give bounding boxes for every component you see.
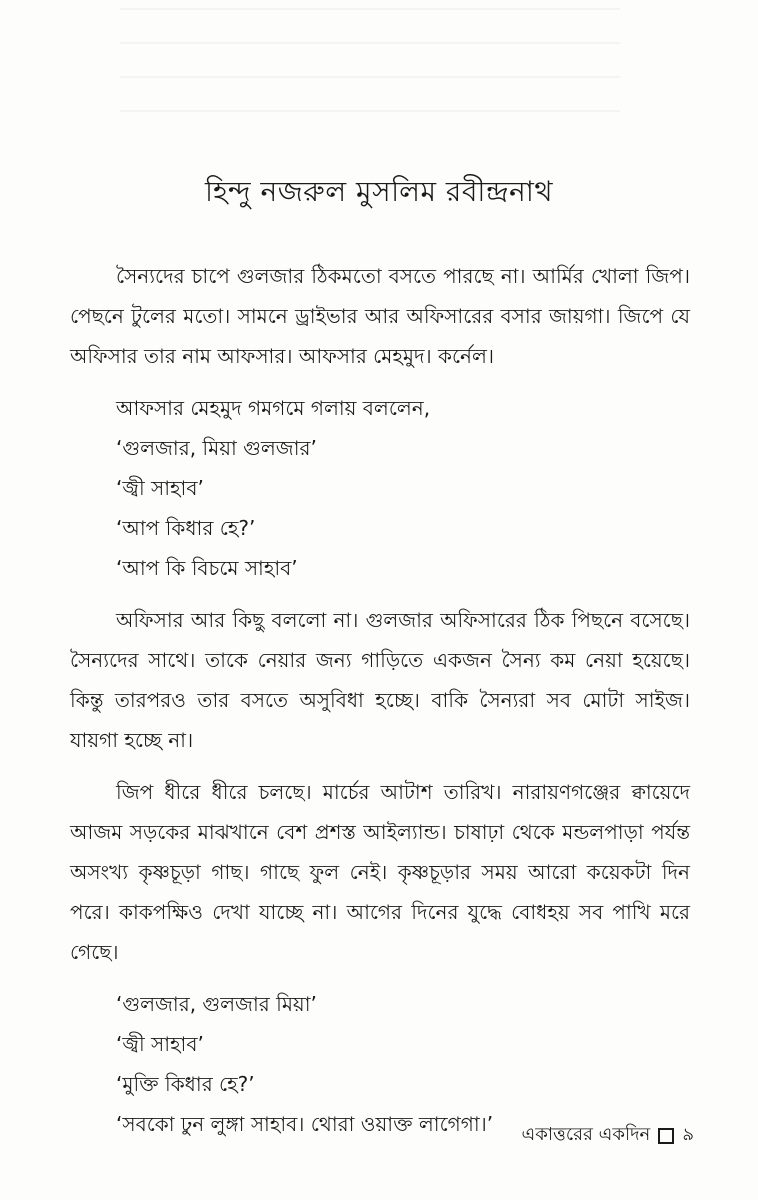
footer-book-title: একাত্তরের একদিন	[521, 1124, 651, 1145]
chapter-body	[70, 256, 690, 1144]
bleed-through-shadow	[120, 8, 620, 128]
dialogue-line-8: ‘মুক্তি কিধার হে?’	[116, 1072, 255, 1096]
page-footer	[522, 1120, 694, 1151]
dialogue-line-9: ‘সবকো ঢুন লুঙ্গা সাহাব। থোরা ওয়াক্ত লাগেগা।’	[116, 1112, 494, 1136]
dialogue-line-1: আফসার মেহমুদ গমগমে গলায় বললেন,	[116, 396, 431, 420]
paragraph-2: অফিসার আর কিছু বললো না। গুলজার অফিসারের ঠিক পিছনে বসেছে। সৈন্যদের সাথে। তাকে নেয়ার জন্য গাড়িতে একজন সৈন্য কম নেয়া হয়েছে। কিন্তু তারপরও তার বসতে অসুবিধা হচ্ছে। বাকি সৈন্যরা সব মোটা সাইজ। যায়গা হচ্ছে না।	[70, 608, 690, 752]
page-number: ৯	[682, 1124, 694, 1145]
dialogue-line-3: ‘জ্বী সাহাব’	[116, 476, 204, 500]
square-box-icon	[658, 1128, 674, 1144]
dialogue-line-6: ‘গুলজার, গুলজার মিয়া’	[116, 992, 317, 1016]
paragraph-3: জিপ ধীরে ধীরে চলছে। মার্চের আটাশ তারিখ। নারায়ণগঞ্জের ক্বায়েদে আজম সড়কের মাঝখানে বেশ প্রশস্ত আইল্যান্ড। চাষাঢ়া থেকে মন্ডলপাড়া পর্যন্ত অসংখ্য কৃষ্ণচূড়া গাছ। গাছে ফুল নেই। কৃষ্ণচূড়ার সময় আরো কয়েকটা দিন পরে। কাকপক্ষিও দেখা যাচ্ছে না। আগের দিনের যুদ্ধে বোধহয় সব পাখি মরে গেছে।	[70, 780, 690, 964]
dialogue-line-7: ‘জ্বী সাহাব’	[116, 1032, 204, 1056]
paragraph-1: সৈন্যদের চাপে গুলজার ঠিকমতো বসতে পারছে না। আর্মির খোলা জিপ। পেছনে টুলের মতো। সামনে ড্রাইভার আর অফিসারের বসার জায়গা। জিপে যে অফিসার তার নাম আফসার। আফসার মেহমুদ। কর্নেল।	[70, 264, 690, 368]
dialogue-line-4: ‘আপ কিধার হে?’	[116, 516, 256, 540]
dialogue-line-5: ‘আপ কি বিচমে সাহাব’	[116, 556, 298, 580]
chapter-title: হিন্দু নজরুল মুসলিম রবীন্দ্রনাথ	[204, 175, 554, 208]
dialogue-line-2: ‘গুলজার, মিয়া গুলজার’	[116, 436, 317, 460]
